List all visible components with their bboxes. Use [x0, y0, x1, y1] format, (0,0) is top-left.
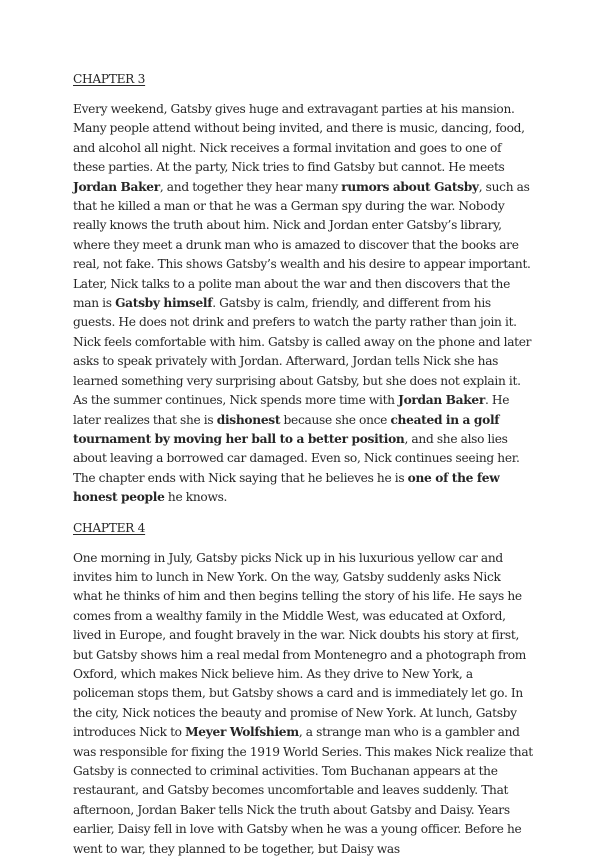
- bold-phrase: Jordan Baker: [398, 393, 485, 408]
- bold-phrase: cheated in a golf tournament by moving her ball to a better position: [73, 412, 500, 446]
- text-run: he knows.: [164, 490, 228, 505]
- chapter-3-paragraph: [73, 100, 533, 508]
- text-run: One morning in July, Gatsby picks Nick up in his luxurious yellow car and invites him to lunch in New York. On the way, Gatsby suddenly asks Nick what he thinks of him and then begins telling the story of his life. He says he comes from a wealthy family in the Middle West, was educated at Oxford, lived in Europe, and fought bravely in the war. Nick doubts his story at first, but Gatsby shows him a real medal from Montenegro and a photograph from Oxford, which makes Nick believe him. As they drive to New York, a policeman stops them, but Gatsby shows a card and is immediately let go. In the city, Nick notices the beauty and promise of New York. At lunch, Gatsby introduces Nick to: [73, 550, 527, 740]
- bold-phrase: rumors about Gatsby: [341, 179, 479, 194]
- text-run: . He later realizes that she is: [73, 393, 510, 427]
- document-page: [73, 70, 533, 859]
- text-run: , a strange man who is a gambler and was responsible for fixing the 1919 World Series. This makes Nick realize that Gatsby is connected to criminal activities. Tom Buchanan appears at the restaurant, and Gatsby becomes uncomfortable and leaves suddenly. That afternoon, Jordan Baker tells Nick the truth about Gatsby and Daisy. Years earlier, Daisy fell in love with Gatsby when he was a young officer. Before he went to war, they planned to be together, but Daisy was: [73, 725, 533, 856]
- bold-phrase: one of the few honest people: [73, 470, 500, 505]
- chapter-4-heading: CHAPTER 4: [73, 520, 146, 535]
- text-run: , and together they hear many: [159, 179, 342, 194]
- text-run: because she once: [280, 412, 391, 427]
- bold-phrase: dishonest: [216, 412, 281, 427]
- chapter-4-paragraph: [73, 549, 533, 859]
- chapter-3-heading: CHAPTER 3: [73, 72, 146, 86]
- text-run: . Gatsby is calm, friendly, and different from his guests. He does not drink and prefers to watch the party rather than join it. Nick feels comfortable with him. Gatsby is called away on the phone and later asks to speak privately with Jordan. Afterward, Jordan tells Nick she has learned something very surprising about Gatsby, but she does not explain it. As the summer continues, Nick spends more time with: [73, 296, 532, 408]
- text-run: , such as that he killed a man or that he was a German spy during the war. Nobody really knows the truth about him. Nick and Jordan enter Gatsby’s library, where they meet a drunk man who is amazed to discover that the books are real, not fake. This shows Gatsby’s wealth and his desire to appear important. Later, Nick talks to a polite man about the war and then discovers that the man is: [73, 179, 531, 311]
- text-run: Every weekend, Gatsby gives huge and extravagant parties at his mansion. Many people attend without being invited, and there is music, dancing, food, and alcohol all night. Nick receives a formal invitation and goes to one of these parties. At the party, Nick tries to find Gatsby but cannot. He meets: [73, 102, 525, 175]
- text-run: , and she also lies about leaving a borrowed car damaged. Even so, Nick continues seeing her. The chapter ends with Nick saying that he believes he is: [73, 431, 520, 485]
- bold-phrase: Meyer Wolfshiem: [185, 725, 299, 740]
- bold-phrase: Gatsby himself: [115, 296, 213, 311]
- bold-phrase: Jordan Baker: [73, 179, 160, 194]
